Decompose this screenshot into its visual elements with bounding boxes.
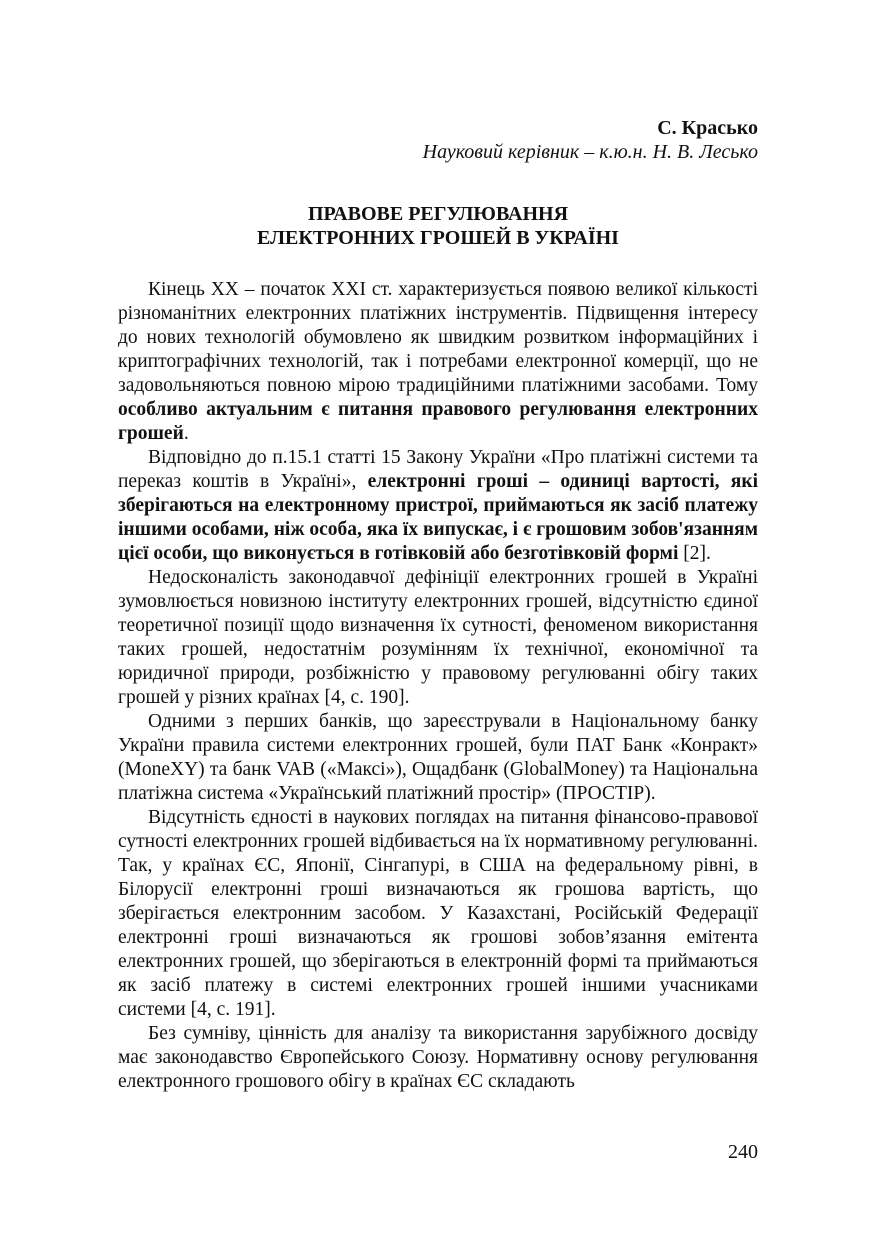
paragraph-5: Відсутність єдності в наукових поглядах на питання фінансово-правової сутності електронних грошей відбивається на їх нормативному регулюванні. Так, у країнах ЄС, Японії, Сінгапурі, в США на федеральному рівні, в Білорусії електронні гроші визначаються як грошова вартість, що зберігається електронним засобом. У Казахстані, Російській Федерації електронні гроші визначаються як грошові зобов’язання емітента електронних грошей, що зберігаються в електронній формі та приймаються як засіб платежу в системі електронних грошей іншими учасниками системи [4, с. 191]. [118,807,758,1020]
paragraph-2-end: [2]. [678,543,711,564]
paragraph-6: Без сумніву, цінність для аналізу та використання зарубіжного досвіду має законодавство Європейського Союзу. Нормативну основу регулювання електронного грошового обігу в країнах ЄС складають [118,1023,758,1092]
paragraph-1-end: . [183,423,189,444]
title-line-2: ЕЛЕКТРОННИХ ГРОШЕЙ В УКРАЇНІ [257,227,619,249]
paragraph-4: Одними з перших банків, що зареєстрували в Національному банку України правила системи електронних грошей, були ПАТ Банк «Конракт» (MoneXY) та банк VAB («Максі»), Ощадбанк (GlobalMoney) та Національна платіжна система «Український платіжний простір» (ПРОСТІР). [118,711,758,804]
paragraph-2-text: Відповідно до п.15.1 статті 15 Закону України «Про платіжні системи та переказ коштів в Україні», [118,447,758,492]
paragraph-1-text: Кінець XX – початок XXI ст. характеризується появою великої кількості різноманітних електронних платіжних інструментів. Підвищення інтересу до нових технологій обумовлено як швидким розвитком інформаційних і криптографічних технологій, так і потребами електронної комерції, що не задовольняються повною мірою традиційними платіжними засобами. Тому [118,279,758,396]
title-line-1: ПРАВОВЕ РЕГУЛЮВАННЯ [307,203,569,225]
paragraph-2-definition: електронні гроші – одиниці вартості, які зберігаються на електронному пристрої, приймаються як засіб платежу іншими особами, ніж особа, яка їх випускає, і є грошовим зобов'язанням цієї особи, що виконується в готівковій або безготівковій формі [118,471,758,564]
paragraph-2 [118,446,758,566]
paragraph-1 [118,278,758,446]
article-body [118,278,758,1094]
article-title [118,202,758,250]
supervisor-line: Науковий керівник – к.ю.н. Н. В. Лесько [422,141,758,163]
author-name: С. Красько [657,117,758,139]
document-page [118,116,758,1094]
paragraph-3: Недосконалість законодавчої дефініції електронних грошей в Україні зумовлюється новизною інституту електронних грошей, відсутністю єдиної теоретичної позиції щодо визначення їх сутності, феноменом використання таких грошей, недостатнім розумінням їх технічної, економічної та юридичної природи, розбіжністю у правовому регулюванні обігу таких грошей у різних країнах [4, с. 190]. [118,567,758,708]
paragraph-1-emphasis: особливо актуальним є питання правового регулювання електронних грошей [118,399,758,444]
page-number: 240 [728,1141,758,1163]
